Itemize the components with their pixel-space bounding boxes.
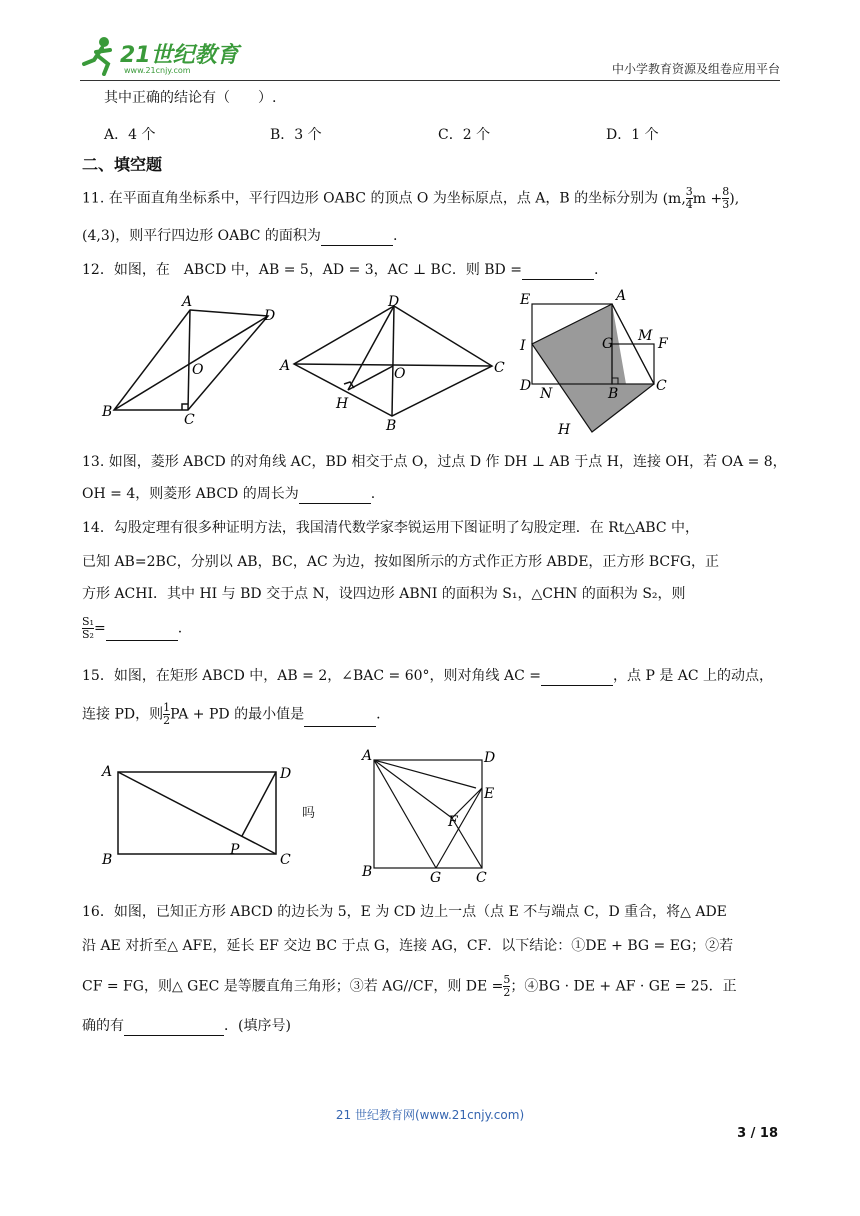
logo-subtitle: www.21cnjy.com [124, 66, 191, 75]
label-a: A [616, 288, 627, 304]
q10-option-a: A．4 个 [104, 127, 156, 143]
q15-line2-pre: 连接 PD，则 [82, 706, 164, 723]
label-d: D [520, 378, 532, 394]
q16-end: ．(填序号) [224, 1018, 291, 1034]
label-d: D [280, 766, 292, 782]
label-c: C [656, 378, 667, 394]
label-d: D [388, 294, 400, 310]
q10-option-d: D．1 个 [606, 127, 659, 143]
q11-coord-mid: m + [692, 190, 723, 207]
label-e: E [520, 292, 531, 308]
q14-frac-den: S₂ [82, 628, 94, 641]
figure-aside-text: 吗 [302, 806, 316, 821]
q13-line2-text: OH = 4，则菱形 ABCD 的周长为 [82, 486, 299, 502]
page-header [80, 34, 780, 81]
q15-half-den: 2 [163, 714, 171, 727]
q11-frac2-num: 8 [722, 185, 730, 198]
q15-line1 [82, 666, 773, 686]
footer-link[interactable]: 21 世纪教育网(www.21cnjy.com) [335, 1108, 525, 1122]
label-m: M [638, 328, 653, 344]
q11-line2-text: (4,3)，则平行四边形 OABC 的面积为 [82, 228, 321, 244]
q16-line4-text: 确的有 [82, 1018, 124, 1034]
q16-line2: 沿 AE 对折至△ AFE，延长 EF 交边 BC 于点 G，连接 AG，CF．以下结论：①DE + BG = EG；②若 [82, 938, 734, 954]
q15-end: . [376, 706, 381, 723]
q12-end: . [593, 262, 599, 278]
label-a: A [362, 748, 373, 764]
q12-text: 12．如图，在 ABCD 中，AB = 5，AD = 3，AC ⊥ BC．则 BD = [82, 262, 522, 278]
answer-blank[interactable] [304, 712, 376, 727]
label-p: P [230, 842, 240, 858]
label-f: F [448, 814, 458, 830]
label-h: H [336, 396, 349, 412]
q11-coord-pre: (m, [662, 190, 686, 207]
label-b: B [102, 404, 113, 420]
q14-line4 [82, 616, 182, 641]
label-i: I [520, 338, 526, 354]
figure-q16-square [358, 748, 508, 884]
q16-line3-post: ；④BG · DE + AF · GE = 25．正 [510, 978, 737, 995]
q14-line1: 14．勾股定理有很多种证明方法，我国清代数学家李锐运用下图证明了勾股定理．在 Rt△ABC 中， [82, 520, 700, 536]
answer-blank[interactable] [299, 489, 371, 504]
q16-line3-pre: CF = FG，则△ GEC 是等腰直角三角形；③若 AG//CF，则 DE = [82, 978, 504, 995]
q14-fraction [82, 616, 94, 641]
q11-frac1-num: 3 [685, 185, 693, 198]
q16-frac-num: 5 [503, 973, 511, 986]
label-c: C [494, 360, 505, 376]
q10-option-c: C．2 个 [438, 127, 491, 143]
q11-frac2-den: 3 [722, 198, 730, 211]
q15-line2-post: PA + PD 的最小值是 [170, 706, 305, 723]
label-n: N [540, 386, 553, 402]
answer-blank[interactable] [124, 1021, 224, 1036]
figure-q14-squares [514, 288, 680, 436]
q16-line4 [82, 1016, 291, 1036]
q10-stem: 其中正确的结论有（ ）. [104, 90, 277, 106]
q13-line2 [82, 484, 375, 504]
answer-blank[interactable] [522, 265, 594, 280]
label-a: A [182, 294, 193, 310]
q15-line1-text: 15．如图，在矩形 ABCD 中，AB = 2，∠BAC = 60°，则对角线 AC = [82, 668, 541, 684]
q16-frac-den: 2 [503, 986, 511, 999]
q11-line2 [82, 226, 397, 246]
q14-line3: 方形 ACHI．其中 HI 与 BD 交于点 N，设四边形 ABNI 的面积为 S₁，△CHN 的面积为 S₂，则 [82, 586, 686, 602]
label-d: D [484, 750, 496, 766]
label-c: C [184, 412, 195, 428]
label-f: F [658, 336, 668, 352]
label-h: H [558, 422, 571, 436]
q15-line2 [82, 702, 381, 727]
answer-blank[interactable] [541, 671, 613, 686]
figure-q12-parallelogram [96, 292, 296, 432]
q12-line [82, 260, 598, 280]
q15-half-num: 1 [163, 701, 171, 714]
q11-text: 11. 在平面直角坐标系中，平行四边形 OABC 的顶点 O 为坐标原点，点 A，B 的坐标分别为 [82, 190, 659, 207]
label-g: G [602, 336, 614, 352]
label-d: D [264, 308, 276, 324]
section-title: 二、填空题 [82, 155, 163, 174]
label-a: A [102, 764, 113, 780]
label-b: B [608, 386, 619, 402]
label-b: B [386, 418, 397, 434]
logo-text: 21世纪教育 [120, 43, 239, 68]
q14-line2: 已知 AB=2BC，分别以 AB，BC，AC 为边，按如图所示的方式作正方形 ABDE，正方形 BCFG，正 [82, 554, 720, 570]
page-number: 3 / 18 [737, 1126, 778, 1141]
label-b: B [362, 864, 373, 880]
label-c: C [280, 852, 291, 868]
q16-line1: 16．如图，已知正方形 ABCD 的边长为 5，E 为 CD 边上一点（点 E 不与端点 C，D 重合，将△ ADE [82, 904, 727, 920]
figure-q15-rectangle [96, 756, 306, 870]
q11-end: . [392, 228, 398, 244]
q11-line1 [82, 186, 739, 211]
label-o: O [394, 366, 406, 382]
q11-coord-a [662, 185, 740, 211]
logo [80, 34, 250, 78]
q11-frac1 [686, 186, 693, 211]
answer-blank[interactable] [321, 231, 393, 246]
q11-coord-post: ), [729, 190, 740, 207]
label-a: A [280, 358, 291, 374]
q15-line1-mid: ，点 P 是 AC 上的动点， [613, 668, 774, 684]
label-e: E [484, 786, 495, 802]
q13-end: . [370, 486, 376, 502]
label-b: B [102, 852, 113, 868]
label-o: O [192, 362, 204, 378]
runner-logo-icon [80, 34, 120, 76]
q16-line3 [82, 974, 737, 999]
q13-line1: 13. 如图，菱形 ABCD 的对角线 AC，BD 相交于点 O，过点 D 作 DH ⊥ AB 于点 H，连接 OH，若 OA = 8， [82, 454, 787, 470]
q11-frac1-den: 4 [685, 198, 693, 211]
label-g: G [430, 870, 442, 884]
q14-frac-num: S₁ [82, 615, 94, 628]
answer-blank[interactable] [106, 626, 178, 641]
figure-q13-rhombus [276, 292, 508, 434]
platform-name: 中小学教育资源及组卷应用平台 [611, 62, 780, 76]
q10-option-b: B．3 个 [270, 127, 322, 143]
label-c: C [476, 870, 487, 884]
q14-equals: = [93, 620, 106, 637]
q14-end: . [177, 620, 183, 637]
